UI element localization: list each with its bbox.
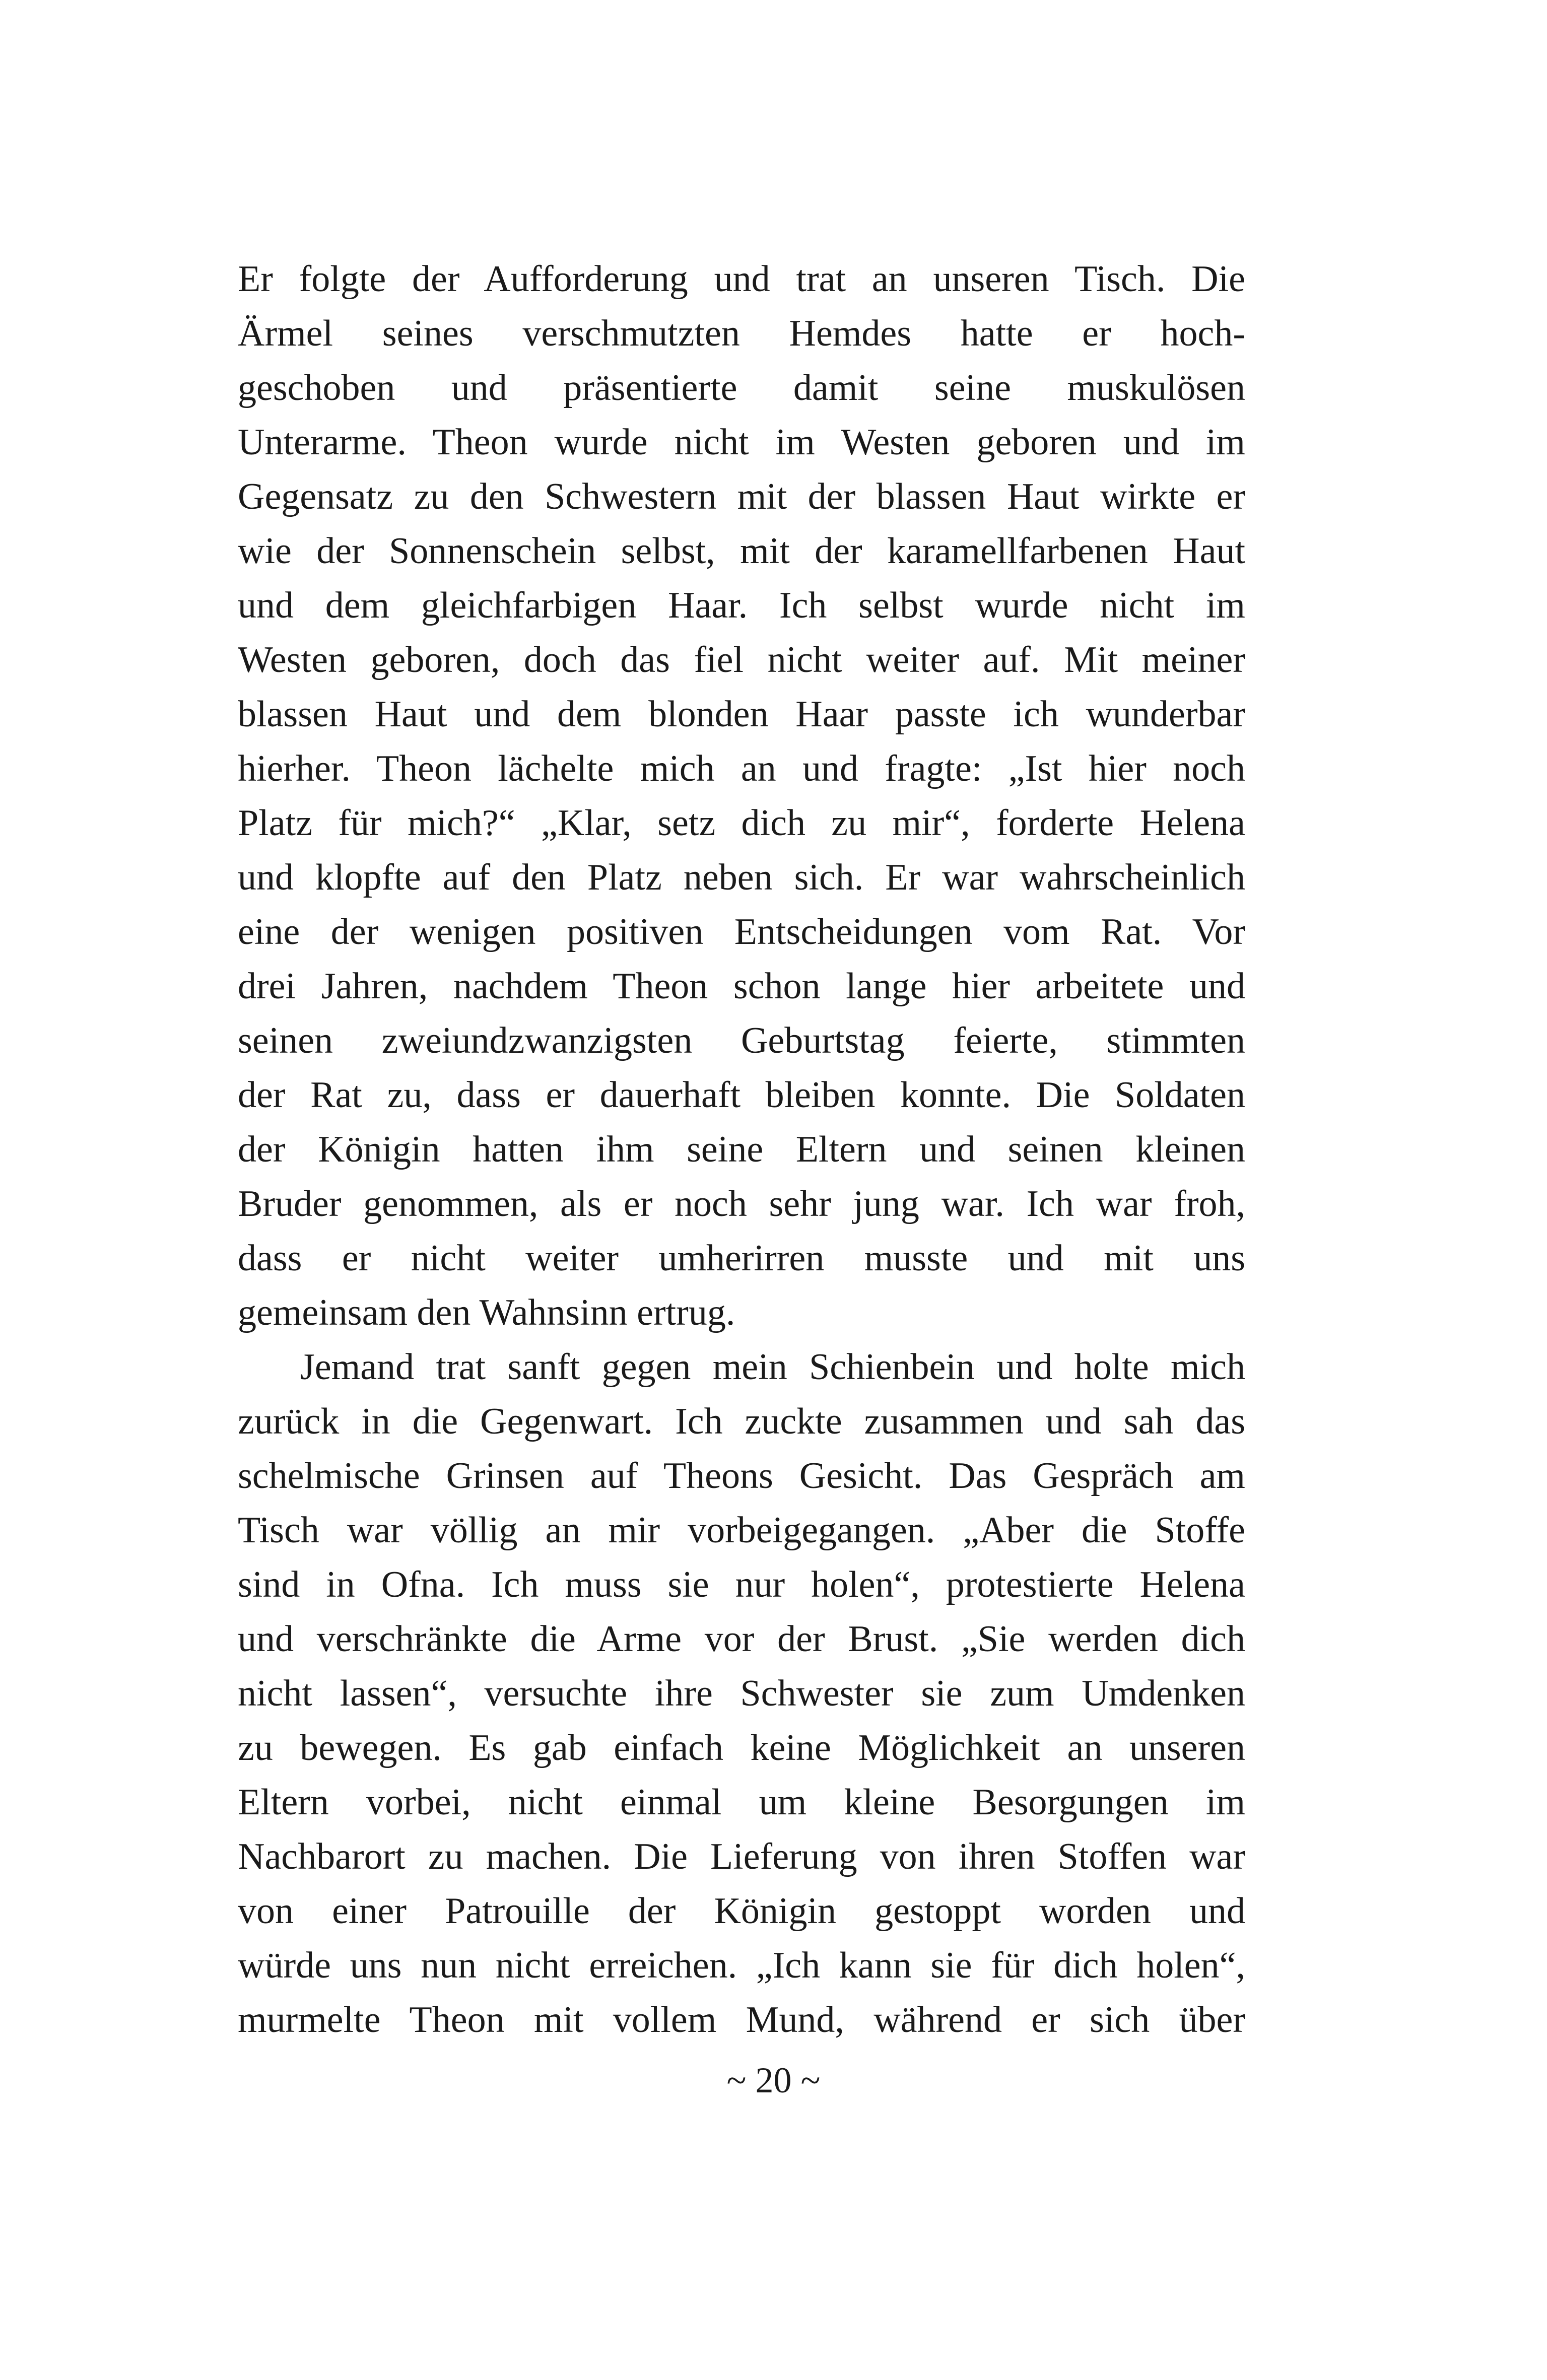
text-line: Eltern vorbei, nicht einmal um kleine Besorgungen im xyxy=(238,1782,1245,1823)
text-line: und verschränkte die Arme vor der Brust. „Sie werden dich xyxy=(238,1618,1245,1660)
paragraph xyxy=(238,1340,1245,2047)
text-line: murmelte Theon mit vollem Mund, während er sich über xyxy=(238,1999,1245,2041)
text-line: Ärmel seines verschmutzten Hemdes hatte er hoch- xyxy=(238,313,1245,354)
text-line: eine der wenigen positiven Entscheidungen vom Rat. Vor xyxy=(238,911,1245,953)
text-line: Platz für mich?“ „Klar, setz dich zu mir“, forderte Helena xyxy=(238,802,1245,844)
text-line: Tisch war völlig an mir vorbeigegangen. „Aber die Stoffe xyxy=(238,1510,1245,1551)
text-line: und klopfte auf den Platz neben sich. Er war wahrscheinlich xyxy=(238,857,1245,898)
text-line: wie der Sonnenschein selbst, mit der karamellfarbenen Haut xyxy=(238,530,1245,572)
text-line: zu bewegen. Es gab einfach keine Möglichkeit an unseren xyxy=(238,1727,1245,1769)
text-line: Gegensatz zu den Schwestern mit der blassen Haut wirkte er xyxy=(238,476,1245,517)
text-line: zurück in die Gegenwart. Ich zuckte zusammen und sah das xyxy=(238,1401,1245,1442)
text-line: und dem gleichfarbigen Haar. Ich selbst wurde nicht im xyxy=(238,585,1245,626)
text-line: gemeinsam den Wahnsinn ertrug. xyxy=(238,1292,735,1333)
text-line: Westen geboren, doch das fiel nicht weiter auf. Mit meiner xyxy=(238,639,1245,681)
text-line: von einer Patrouille der Königin gestoppt worden und xyxy=(238,1890,1245,1932)
text-line: der Königin hatten ihm seine Eltern und seinen kleinen xyxy=(238,1129,1245,1170)
text-line: hierher. Theon lächelte mich an und fragte: „Ist hier noch xyxy=(238,748,1245,789)
text-line: seinen zweiundzwanzigsten Geburtstag feierte, stimmten xyxy=(238,1020,1245,1061)
paragraph xyxy=(238,252,1245,1340)
page-number: ~ 20 ~ xyxy=(726,2060,821,2100)
text-line: schelmische Grinsen auf Theons Gesicht. Das Gespräch am xyxy=(238,1455,1245,1497)
body-text xyxy=(238,252,1245,2047)
text-line: Unterarme. Theon wurde nicht im Westen geboren und im xyxy=(238,422,1245,463)
text-line: Bruder genommen, als er noch sehr jung war. Ich war froh, xyxy=(238,1183,1245,1225)
text-line: Er folgte der Aufforderung und trat an unseren Tisch. Die xyxy=(238,258,1245,300)
text-line: würde uns nun nicht erreichen. „Ich kann sie für dich holen“, xyxy=(238,1945,1245,1986)
text-line: der Rat zu, dass er dauerhaft bleiben konnte. Die Soldaten xyxy=(238,1074,1245,1116)
text-line: dass er nicht weiter umherirren musste und mit uns xyxy=(238,1238,1245,1279)
text-line: sind in Ofna. Ich muss sie nur holen“, protestierte Helena xyxy=(238,1564,1245,1605)
text-line: drei Jahren, nachdem Theon schon lange hier arbeitete und xyxy=(238,966,1245,1007)
text-line: Jemand trat sanft gegen mein Schienbein und holte mich xyxy=(300,1346,1245,1388)
text-line: nicht lassen“, versuchte ihre Schwester sie zum Umdenken xyxy=(238,1673,1245,1714)
text-line: Nachbarort zu machen. Die Lieferung von ihren Stoffen war xyxy=(238,1836,1245,1877)
text-line: blassen Haut und dem blonden Haar passte ich wunderbar xyxy=(238,694,1245,735)
text-line: geschoben und präsentierte damit seine muskulösen xyxy=(238,367,1245,409)
